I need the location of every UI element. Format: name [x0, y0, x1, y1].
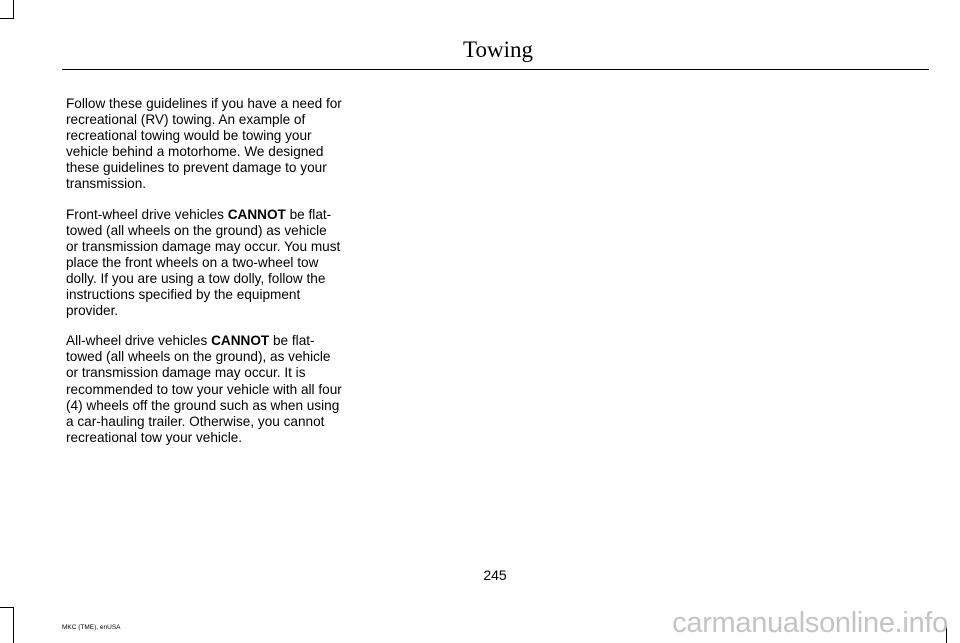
- page-title: Towing: [463, 37, 533, 62]
- paragraph-awd-lead: All-wheel drive vehicles: [66, 333, 212, 349]
- paragraph-fwd-emphasis: CANNOT: [227, 206, 286, 222]
- watermark-text: carmanualsonline.info: [672, 607, 948, 639]
- crop-mark-top-left-vertical: [13, 0, 14, 18]
- crop-mark-bottom-left-horizontal: [0, 607, 14, 608]
- document-code: MKC (TME), enUSA: [62, 624, 121, 631]
- paragraph-awd-emphasis: CANNOT: [211, 333, 270, 349]
- paragraph-intro-text: Follow these guidelines if you have a need for recreational (RV) towing. An example of recreational towing would be towing your vehicle behind a motorhome. We designed these guidelines to prevent damage to your transmission.: [66, 96, 342, 192]
- crop-mark-bottom-left-vertical: [13, 607, 14, 643]
- paragraph-fwd-rest: be flat-towed (all wheels on the ground) as vehicle or transmission damage may occur. You must place the front wheels on a two-wheel tow dolly. If you are using a tow dolly, follow the instructions specified by the equipment provider.: [66, 206, 341, 319]
- header-rule: [62, 69, 929, 70]
- paragraph-awd-rest: be flat-towed (all wheels on the ground), as vehicle or transmission damage may occur. It is recommended to tow your vehicle with all four (4) wheels off the ground such as when using a car-hauling trailer. Otherwise, you cannot recreational tow your vehicle.: [66, 333, 342, 445]
- body-column: [66, 96, 342, 460]
- paragraph-all-wheel-drive: [66, 333, 342, 446]
- paragraph-fwd-lead: Front-wheel drive vehicles: [66, 206, 228, 222]
- page-number: 245: [483, 567, 507, 583]
- paragraph-intro: [66, 96, 342, 193]
- crop-mark-top-left-horizontal: [0, 18, 14, 19]
- paragraph-front-wheel-drive: [66, 207, 342, 320]
